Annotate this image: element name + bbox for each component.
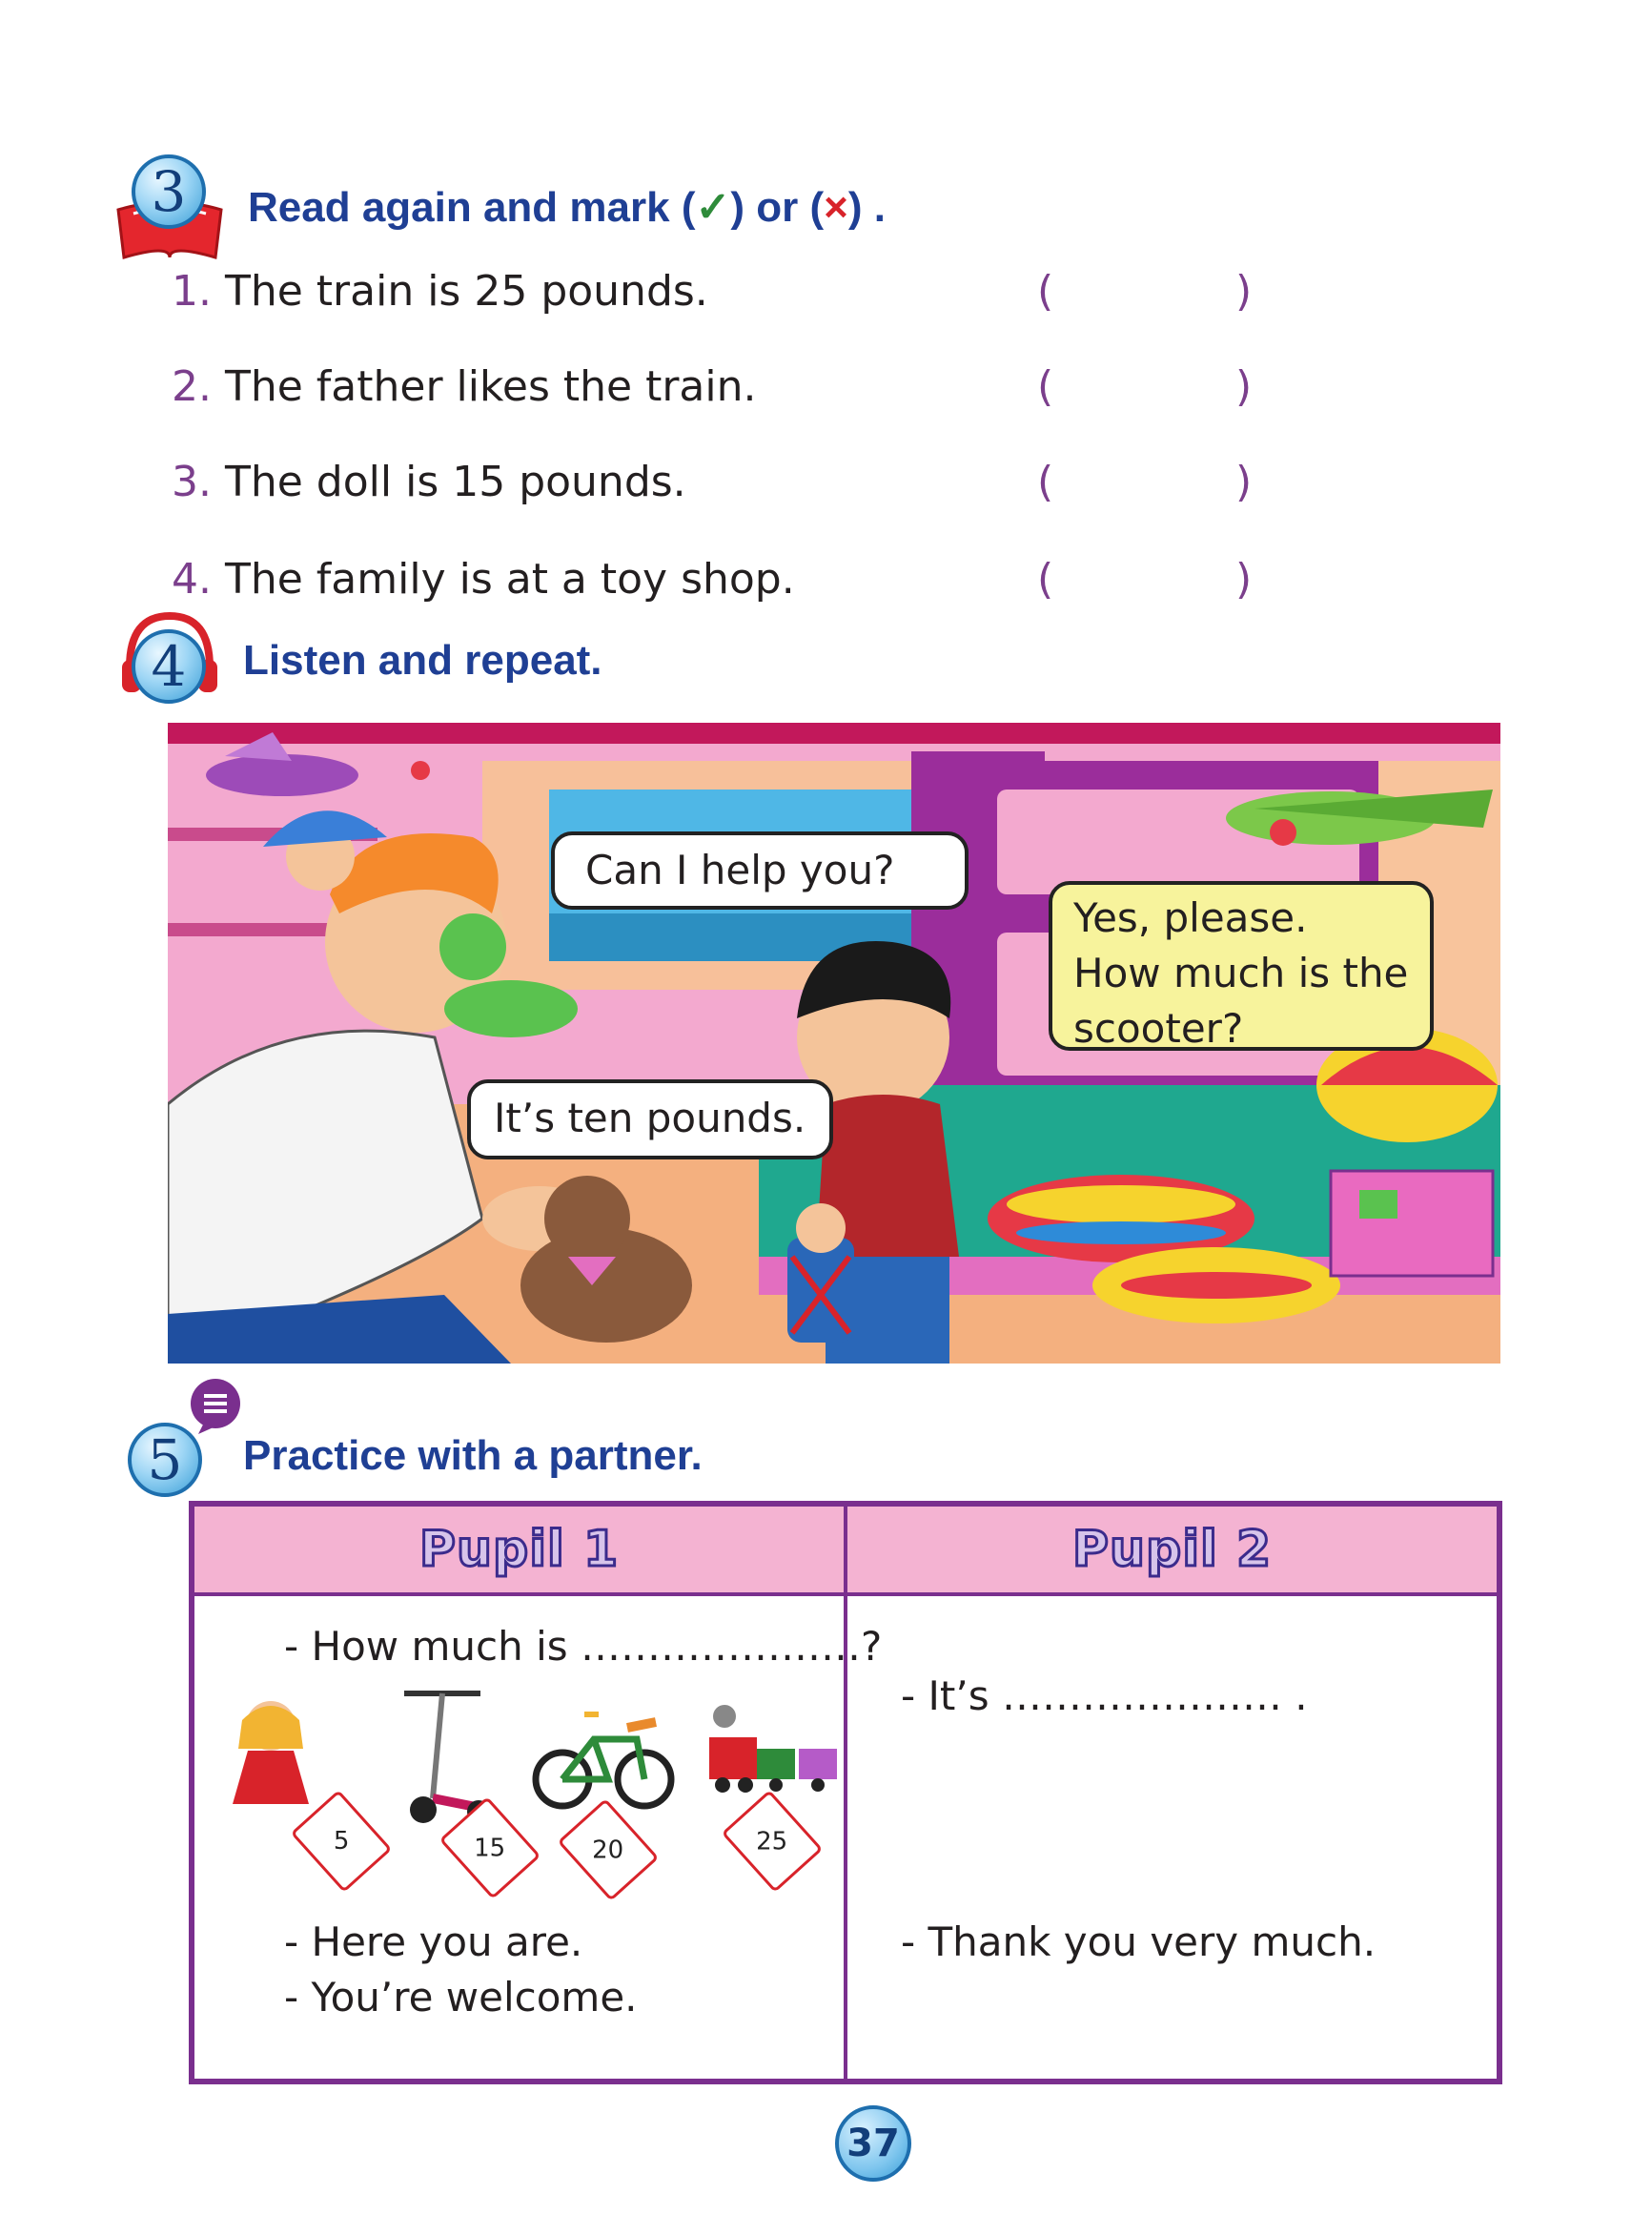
speech-bubble-price: It’s ten pounds. bbox=[467, 1079, 833, 1159]
page-number: 37 bbox=[835, 2105, 911, 2182]
answer-paren-open[interactable]: ( bbox=[1037, 458, 1054, 506]
answer-paren-close: ) bbox=[1235, 267, 1253, 316]
section-3-heading: Read again and mark (✓) or (×) . bbox=[248, 184, 886, 231]
pupil-1-welcome: - You’re welcome. bbox=[284, 1974, 638, 2020]
section-5-heading: Practice with a partner. bbox=[243, 1432, 703, 1479]
question-row: 4. The family is at a toy shop. bbox=[172, 555, 795, 604]
answer-paren-open[interactable]: ( bbox=[1037, 267, 1054, 316]
partner-table bbox=[189, 1501, 1502, 2084]
check-mark-icon: ✓ bbox=[695, 184, 731, 231]
pupil-2-header: Pupil 2 bbox=[846, 1504, 1499, 1594]
speech-bubble-ask: Yes, please. How much is the scooter? bbox=[1049, 881, 1434, 1051]
price-tag: 15 bbox=[439, 1796, 541, 1899]
answer-paren-close: ) bbox=[1235, 362, 1253, 411]
price-tag: 20 bbox=[558, 1798, 660, 1901]
answer-paren-open[interactable]: ( bbox=[1037, 362, 1054, 411]
section-4-heading: Listen and repeat. bbox=[243, 637, 602, 684]
section-3-number: 3 bbox=[132, 154, 206, 229]
pupil-1-question: - How much is …………………? bbox=[284, 1623, 883, 1670]
bicycle-icon bbox=[532, 1701, 675, 1815]
question-row: 1. The train is 25 pounds. bbox=[172, 267, 708, 316]
doll-icon bbox=[223, 1692, 318, 1815]
toy-train-icon bbox=[700, 1699, 843, 1804]
price-tag: 5 bbox=[291, 1790, 393, 1893]
question-row: 3. The doll is 15 pounds. bbox=[172, 458, 686, 506]
chat-bubble-icon bbox=[185, 1377, 246, 1434]
section-4-number: 4 bbox=[132, 629, 206, 704]
pupil-2-answer: - It’s ………………… . bbox=[901, 1672, 1308, 1719]
price-tag: 25 bbox=[722, 1790, 824, 1893]
pupil-1-cell bbox=[192, 1594, 883, 2082]
pupil-2-thanks: - Thank you very much. bbox=[901, 1918, 1377, 1965]
section-5-number: 5 bbox=[128, 1423, 202, 1497]
cross-mark-icon: × bbox=[824, 184, 848, 231]
answer-paren-close: ) bbox=[1235, 555, 1253, 604]
pupil-1-here: - Here you are. bbox=[284, 1918, 583, 1965]
pupil-1-header: Pupil 1 bbox=[192, 1504, 846, 1594]
speech-bubble-help: Can I help you? bbox=[551, 831, 969, 910]
pupil-2-cell bbox=[846, 1594, 1499, 2082]
answer-paren-open[interactable]: ( bbox=[1037, 555, 1054, 604]
answer-paren-close: ) bbox=[1235, 458, 1253, 506]
question-row: 2. The father likes the train. bbox=[172, 362, 757, 411]
